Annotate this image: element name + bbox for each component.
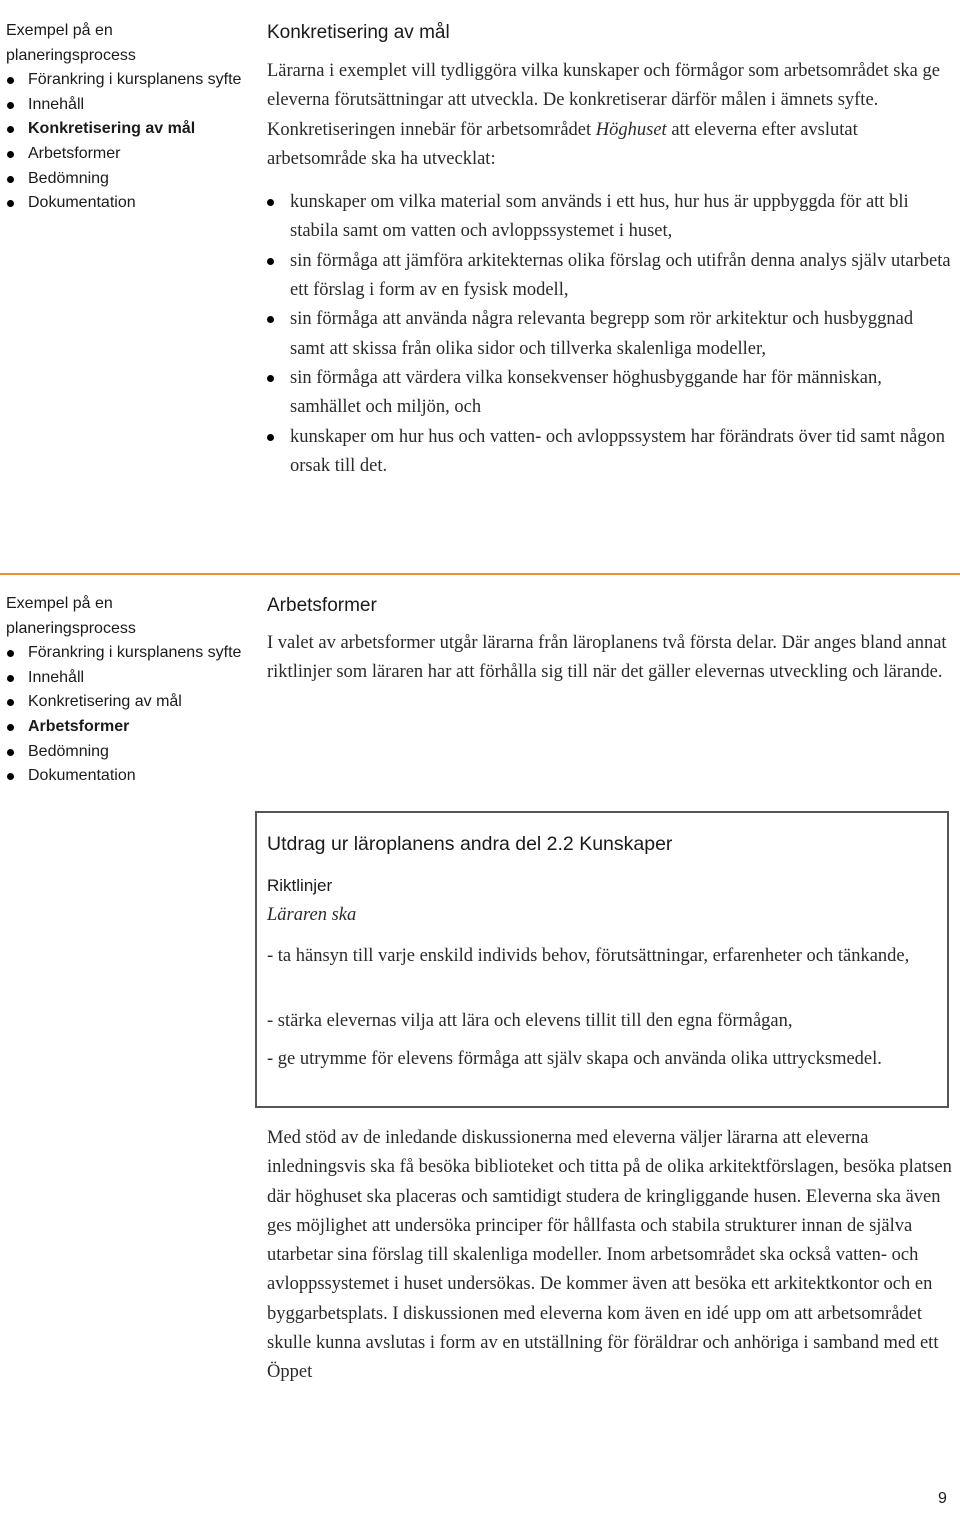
sidebar-navigation (6, 19, 246, 216)
goal-item: sin förmåga att jämföra arkitekternas olika förslag och utifrån denna analys själv utarbeta ett förslag i form av en fysisk modell, (267, 247, 952, 306)
section-konkretisering (267, 21, 952, 481)
sidebar-item-forankring: Förankring i kursplanens syfte (6, 68, 246, 93)
project-name: Höghuset (595, 119, 667, 140)
excerpt-line: - ta hänsyn till varje enskild individs behov, förutsättningar, erfarenheter och tänkande, (267, 946, 910, 966)
goal-item: sin förmåga att använda några relevanta begrepp som rör arkitektur och husbyggnad samt att skissa från olika sidor och tillverka skalenliga modeller, (267, 305, 952, 364)
sidebar-navigation (6, 592, 246, 789)
excerpt-title: Utdrag ur läroplanens andra del 2.2 Kunskaper (267, 833, 673, 855)
intro-text-end: att eleverna efter avslutat arbetsområde ska ha utvecklat: (267, 119, 858, 169)
excerpt-subtitle: Riktlinjer (267, 876, 333, 895)
goal-item: kunskaper om hur hus och vatten- och avloppssystem har förändrats över tid samt någon orsak till det. (267, 423, 952, 482)
goal-item: kunskaper om vilka material som används i ett hus, hur hus är uppbyggda för att bli stabila samt om vatten och avloppssystemet i huset, (267, 188, 952, 247)
sidebar-item-arbetsformer: Arbetsformer (6, 715, 246, 740)
body-text (267, 1124, 952, 1388)
intro-paragraph: I valet av arbetsformer utgår lärarna från läroplanens två första delar. Där anges bland annat riktlinjer som läraren har att förhålla sig till när det gäller elevernas utveckling och lärande. (267, 633, 947, 683)
section-divider (0, 573, 960, 575)
excerpt-line: - ge utrymme för elevens förmåga att själv skapa och använda olika uttrycksmedel. (267, 1049, 882, 1069)
sidebar-item-dokumentation: Dokumentation (6, 191, 246, 216)
sidebar-item-innehall: Innehåll (6, 666, 246, 691)
sidebar-heading: Exempel på en planeringsprocess (6, 22, 136, 64)
intro-text-start: Lärarna i exemplet vill tydliggöra vilka kunskaper och förmågor som arbetsområdet ska ge eleverna förutsättningar att utveckla. De konkretiserar därför målen i ämnets syfte. Konkretiseringen innebär för arbetsområdet (267, 61, 940, 140)
sidebar-item-innehall: Innehåll (6, 93, 246, 118)
sidebar-item-bedomning: Bedömning (6, 167, 246, 192)
excerpt-lead: Läraren ska (267, 905, 357, 925)
sidebar-item-dokumentation: Dokumentation (6, 764, 246, 789)
sidebar-item-forankring: Förankring i kursplanens syfte (6, 641, 246, 666)
section-title: Konkretisering av mål (267, 22, 450, 43)
sidebar-list (6, 641, 246, 789)
sidebar-item-arbetsformer: Arbetsformer (6, 142, 246, 167)
sidebar-list (6, 68, 246, 216)
sidebar-item-konkretisering: Konkretisering av mål (6, 117, 246, 142)
goal-item: sin förmåga att värdera vilka konsekvenser höghusbyggande har för människan, samhället och miljön, och (267, 364, 952, 423)
excerpt-line: - stärka elevernas vilja att lära och elevens tillit till den egna förmågan, (267, 1011, 793, 1031)
page-number: 9 (938, 1490, 947, 1507)
sidebar-item-konkretisering: Konkretisering av mål (6, 690, 246, 715)
section-title: Arbetsformer (267, 595, 377, 616)
goals-list (267, 188, 952, 481)
sidebar-heading: Exempel på en planeringsprocess (6, 595, 136, 637)
intro-paragraph (267, 57, 952, 174)
curriculum-excerpt-box (255, 811, 949, 1108)
body-paragraph: Med stöd av de inledande diskussionerna med eleverna väljer lärarna att eleverna inledningsvis ska få besöka biblioteket och titta på de olika arkitektförslagen, besöka platsen där höghuset ska placeras och samtidigt studera de kringliggande husen. Eleverna ska även ges möjlighet att undersöka principer för hållfasta och stabila strukturer innan de själva utarbetar sina förslag till skalenliga modeller. Inom arbetsområdet ska också vatten- och avloppssystemet i huset undersökas. De kommer även att besöka ett arkitektkontor och en byggarbetsplats. I diskussionen med eleverna kom även en idé upp om att arbetsområdet skulle kunna avslutas i form av en utställning för föräldrar och anhöriga i samband med ett Öppet (267, 1128, 952, 1383)
sidebar-item-bedomning: Bedömning (6, 740, 246, 765)
section-arbetsformer (267, 594, 952, 688)
